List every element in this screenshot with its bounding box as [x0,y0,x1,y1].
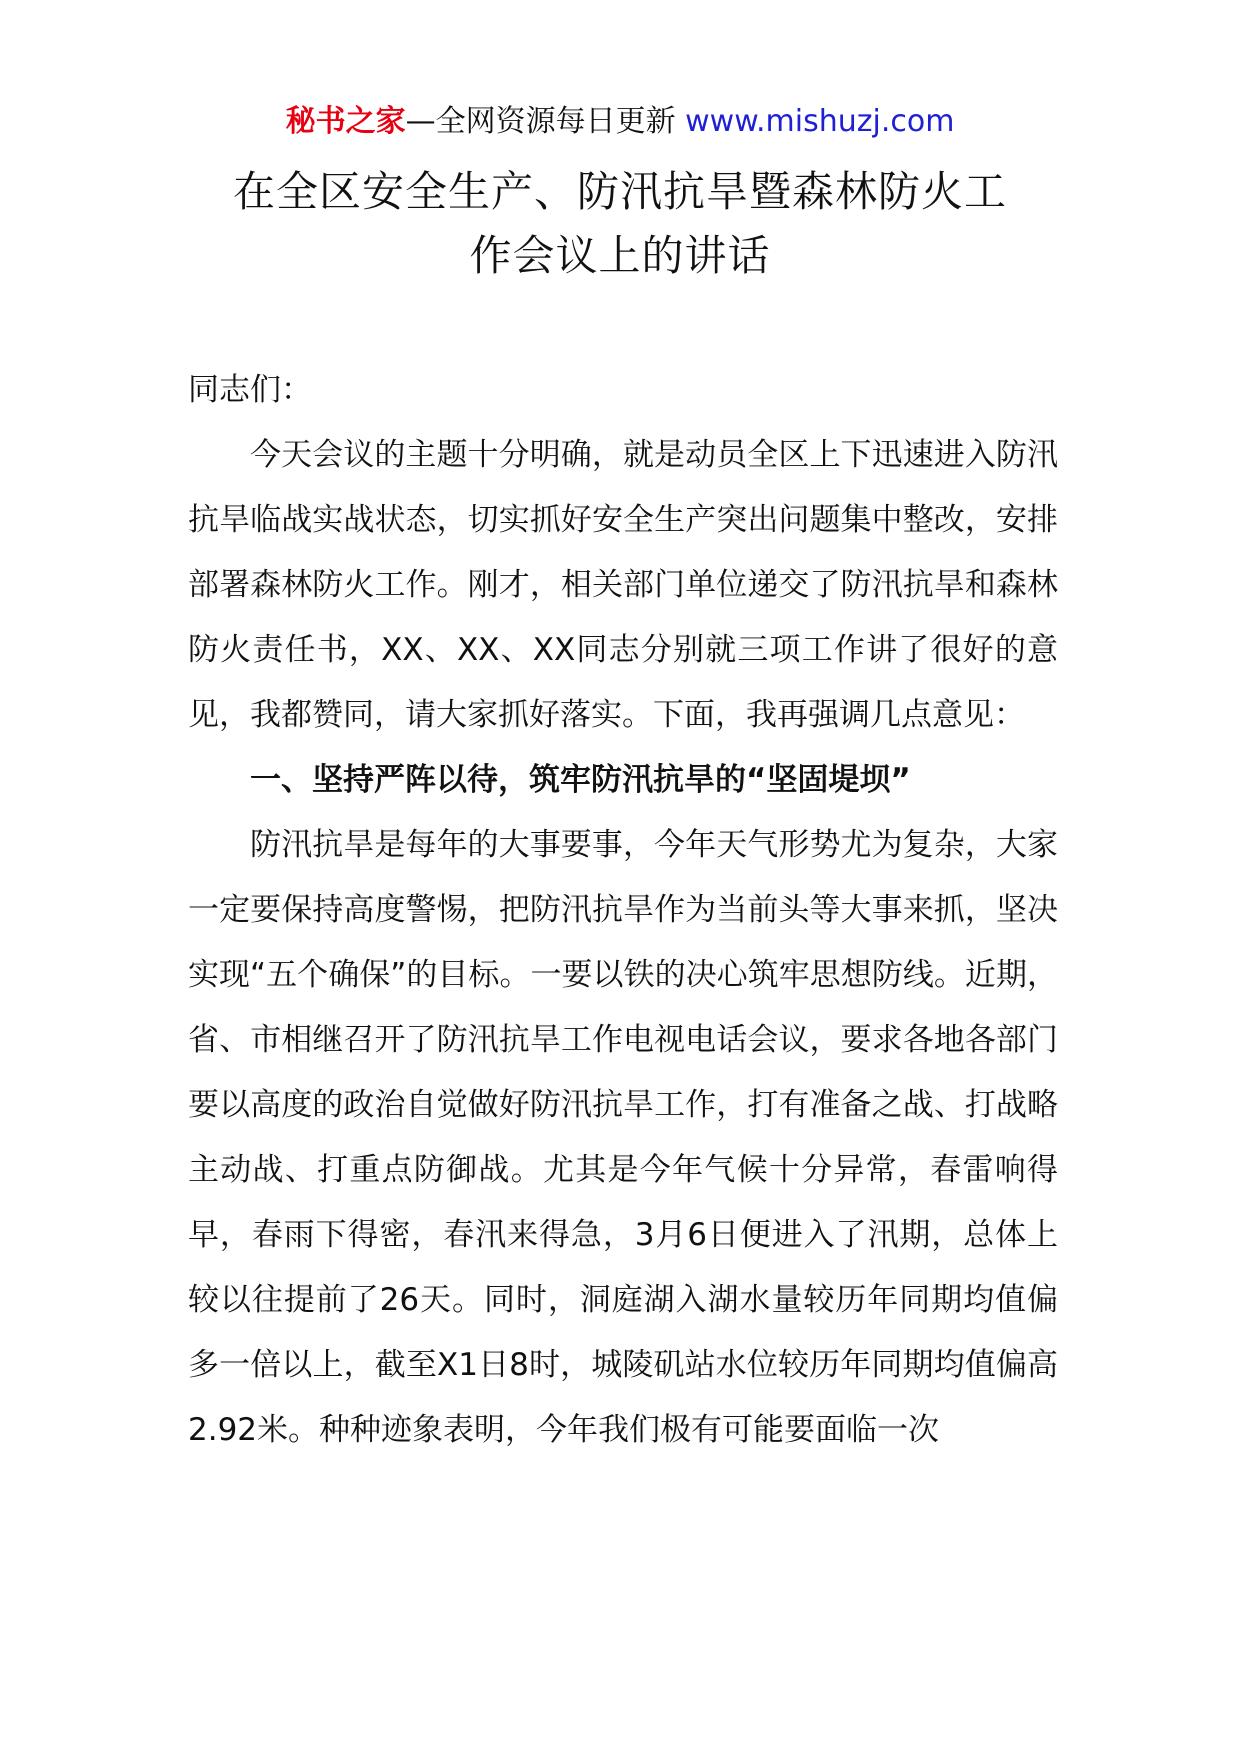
salutation: 同志们： [188,372,312,408]
paragraph-intro: 今天会议的主题十分明确，就是动员全区上下迅速进入防汛抗旱临战实战状态，切实抓好安全生产突出问题集中整改，安排部署森林防火工作。刚才，相关部门单位递交了防汛抗旱和森林防火责任书，XX、XX、XX同志分别就三项工作讲了很好的意见，我都赞同，请大家抓好落实。下面，我再强调几点意见： [188,437,1058,733]
section-heading-1: 一、坚持严阵以待，筑牢防汛抗旱的“坚固堤坝” [250,762,911,798]
document-title-line-2: 作会议上的讲话 [469,231,771,280]
site-tagline: —全网资源每日更新 [405,104,676,139]
site-banner [0,100,1240,144]
document-title [160,160,1080,288]
site-url-link[interactable]: www.mishuzj.com [685,104,955,139]
document-body [188,358,1058,1463]
site-brand: 秘书之家 [285,104,406,139]
paragraph-flood-control: 防汛抗旱是每年的大事要事，今年天气形势尤为复杂，大家一定要保持高度警惕，把防汛抗旱作为当前头等大事来抓，坚决实现“五个确保”的目标。一要以铁的决心筑牢思想防线。近期，省、市相继召开了防汛抗旱工作电视电话会议，要求各地各部门要以高度的政治自觉做好防汛抗旱工作，打有准备之战、打战略主动战、打重点防御战。尤其是今年气候十分异常，春雷响得早，春雨下得密，春汛来得急，3月6日便进入了汛期，总体上较以往提前了26天。同时，洞庭湖入湖水量较历年同期均值偏多一倍以上，截至X1日8时，城陵矶站水位较历年同期均值偏高2.92米。种种迹象表明，今年我们极有可能要面临一次 [188,827,1058,1448]
document-title-line-1: 在全区安全生产、防汛抗旱暨森林防火工 [232,167,1007,216]
